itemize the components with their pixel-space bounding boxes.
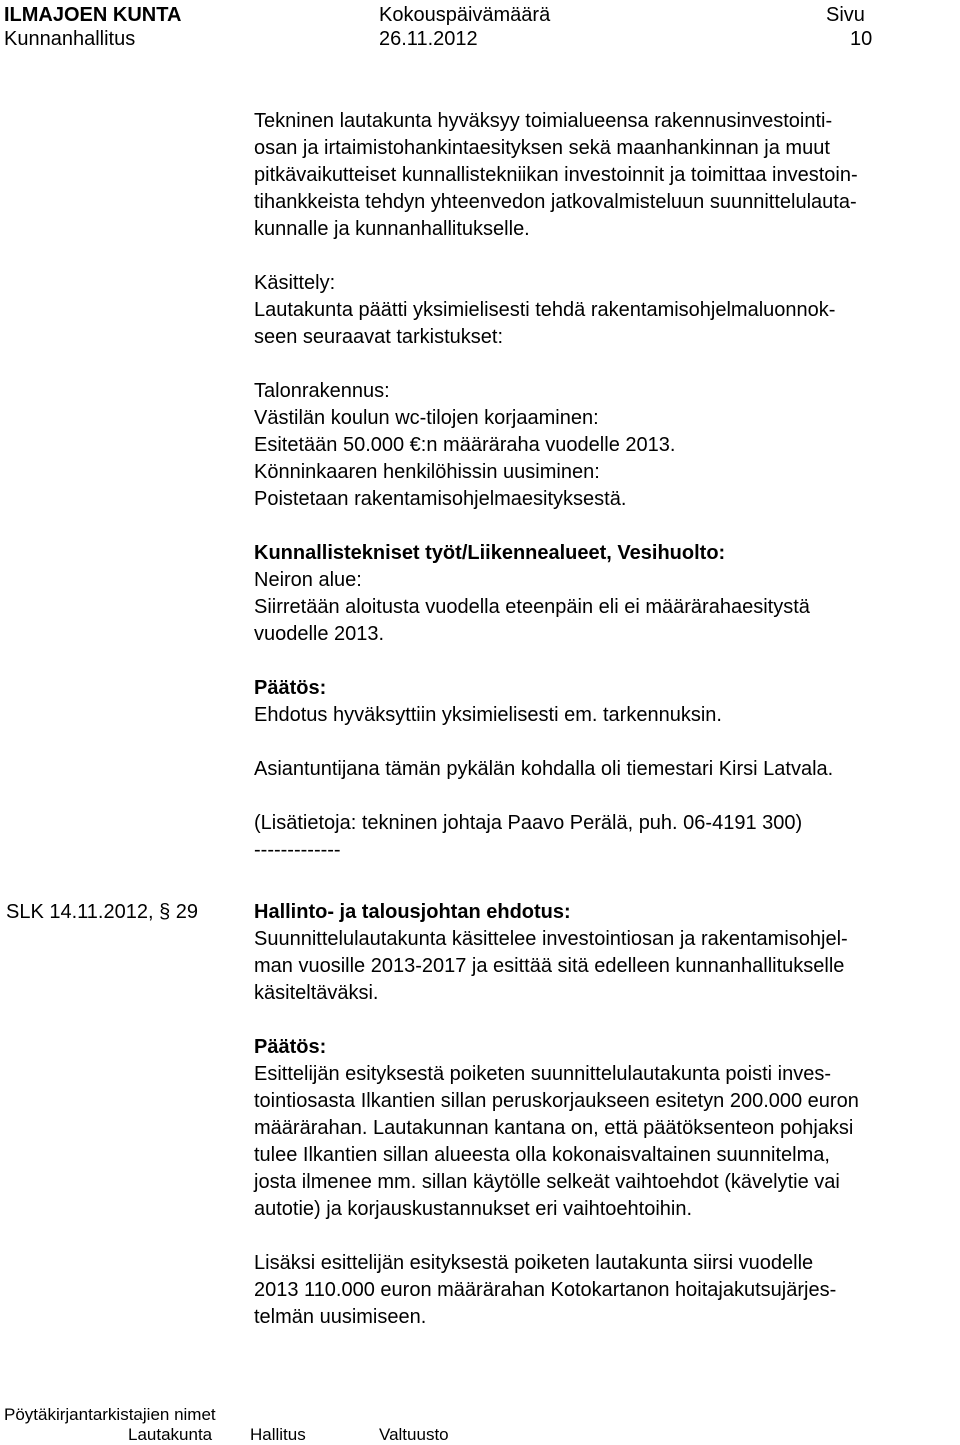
talonrakennus-label: Talonrakennus:	[254, 380, 390, 402]
paatos-line: määrärahan. Lautakunnan kantana on, että päätöksenteon pohjaksi	[254, 1117, 854, 1139]
separator-line: -------------	[254, 839, 341, 861]
lisaksi-line: telmän uusimiseen.	[254, 1306, 427, 1328]
intro-line: kunnalle ja kunnanhallitukselle.	[254, 218, 530, 240]
page-label: Sivu	[826, 4, 865, 26]
paatos-label: Päätös:	[254, 677, 327, 699]
kunnallistekniikka-line: Siirretään aloitusta vuodella eteenpäin eli ei määrärahaesitystä	[254, 596, 810, 618]
kunnallistekniikka-line: Neiron alue:	[254, 569, 362, 591]
footer-col-valtuusto: Valtuusto	[379, 1425, 449, 1444]
asiantuntija-text: Asiantuntijana tämän pykälän kohdalla oli tiemestari Kirsi Latvala.	[254, 758, 834, 780]
ehdotus-label: Hallinto- ja talousjohtan ehdotus:	[254, 901, 571, 923]
ehdotus-line: käsiteltäväksi.	[254, 982, 379, 1004]
paatos-line: josta ilmenee mm. sillan käytölle selkeät vaihtoehdot (kävelytie vai	[254, 1171, 840, 1193]
talonrakennus-line: Poistetaan rakentamisohjelmaesityksestä.	[254, 488, 627, 510]
kunnallistekniikka-label: Kunnallistekniset työt/Liikennealueet, Vesihuolto:	[254, 542, 726, 564]
paatos-line: autotie) ja korjauskustannukset eri vaihtoehtoihin.	[254, 1198, 693, 1220]
lisatietoja-text: (Lisätietoja: tekninen johtaja Paavo Perälä, puh. 06-4191 300)	[254, 812, 803, 834]
lisaksi-line: Lisäksi esittelijän esityksestä poiketen lautakunta siirsi vuodelle	[254, 1252, 814, 1274]
talonrakennus-line: Västilän koulun wc-tilojen korjaaminen:	[254, 407, 599, 429]
paatos-line: tulee Ilkantien sillan alueesta olla kokonaisvaltainen suunnitelma,	[254, 1144, 830, 1166]
ehdotus-line: man vuosille 2013-2017 ja esittää sitä edelleen kunnanhallitukselle	[254, 955, 845, 977]
section-planning-board	[254, 899, 944, 1331]
paatos-label: Päätös:	[254, 1036, 327, 1058]
section-technical-board	[254, 108, 934, 864]
kunnallistekniikka-line: vuodelle 2013.	[254, 623, 385, 645]
org-name: ILMAJOEN KUNTA	[4, 4, 182, 26]
kasittely-label: Käsittely:	[254, 272, 336, 294]
paatos-line: tointiosasta Ilkantien sillan peruskorjaukseen esitetyn 200.000 euron	[254, 1090, 859, 1112]
intro-line: tihankkeista tehdyn yhteenvedon jatkovalmisteluun suunnittelulauta-	[254, 191, 857, 213]
talonrakennus-line: Könninkaaren henkilöhissin uusiminen:	[254, 461, 600, 483]
date-label: Kokouspäivämäärä	[379, 4, 551, 26]
meeting-date: 26.11.2012	[379, 28, 478, 50]
footer-col-lautakunta: Lautakunta	[128, 1425, 213, 1444]
paatos-line: Esittelijän esityksestä poiketen suunnittelulautakunta poisti inves-	[254, 1063, 831, 1085]
meeting-reference: SLK 14.11.2012, § 29	[6, 901, 199, 923]
paatos-text: Ehdotus hyväksyttiin yksimielisesti em. tarkennuksin.	[254, 704, 722, 726]
intro-line: osan ja irtaimistohankintaesityksen sekä maanhankinnan ja muut	[254, 137, 830, 159]
kasittely-text: seen seuraavat tarkistukset:	[254, 326, 504, 348]
talonrakennus-line: Esitetään 50.000 €:n määräraha vuodelle 2013.	[254, 434, 676, 456]
body-name: Kunnanhallitus	[4, 28, 136, 50]
kasittely-text: Lautakunta päätti yksimielisesti tehdä rakentamisohjelmaluonnok-	[254, 299, 836, 321]
page-number: 10	[850, 28, 873, 50]
intro-line: pitkävaikutteiset kunnallistekniikan investoinnit ja toimittaa investoin-	[254, 164, 858, 186]
lisaksi-line: 2013 110.000 euron määrärahan Kotokartanon hoitajakutsujärjes-	[254, 1279, 837, 1301]
footer-title: Pöytäkirjantarkistajien nimet	[4, 1405, 216, 1424]
ehdotus-line: Suunnittelulautakunta käsittelee investointiosan ja rakentamisohjel-	[254, 928, 848, 950]
footer-col-hallitus: Hallitus	[250, 1425, 306, 1444]
intro-line: Tekninen lautakunta hyväksyy toimialueensa rakennusinvestointi-	[254, 110, 833, 132]
